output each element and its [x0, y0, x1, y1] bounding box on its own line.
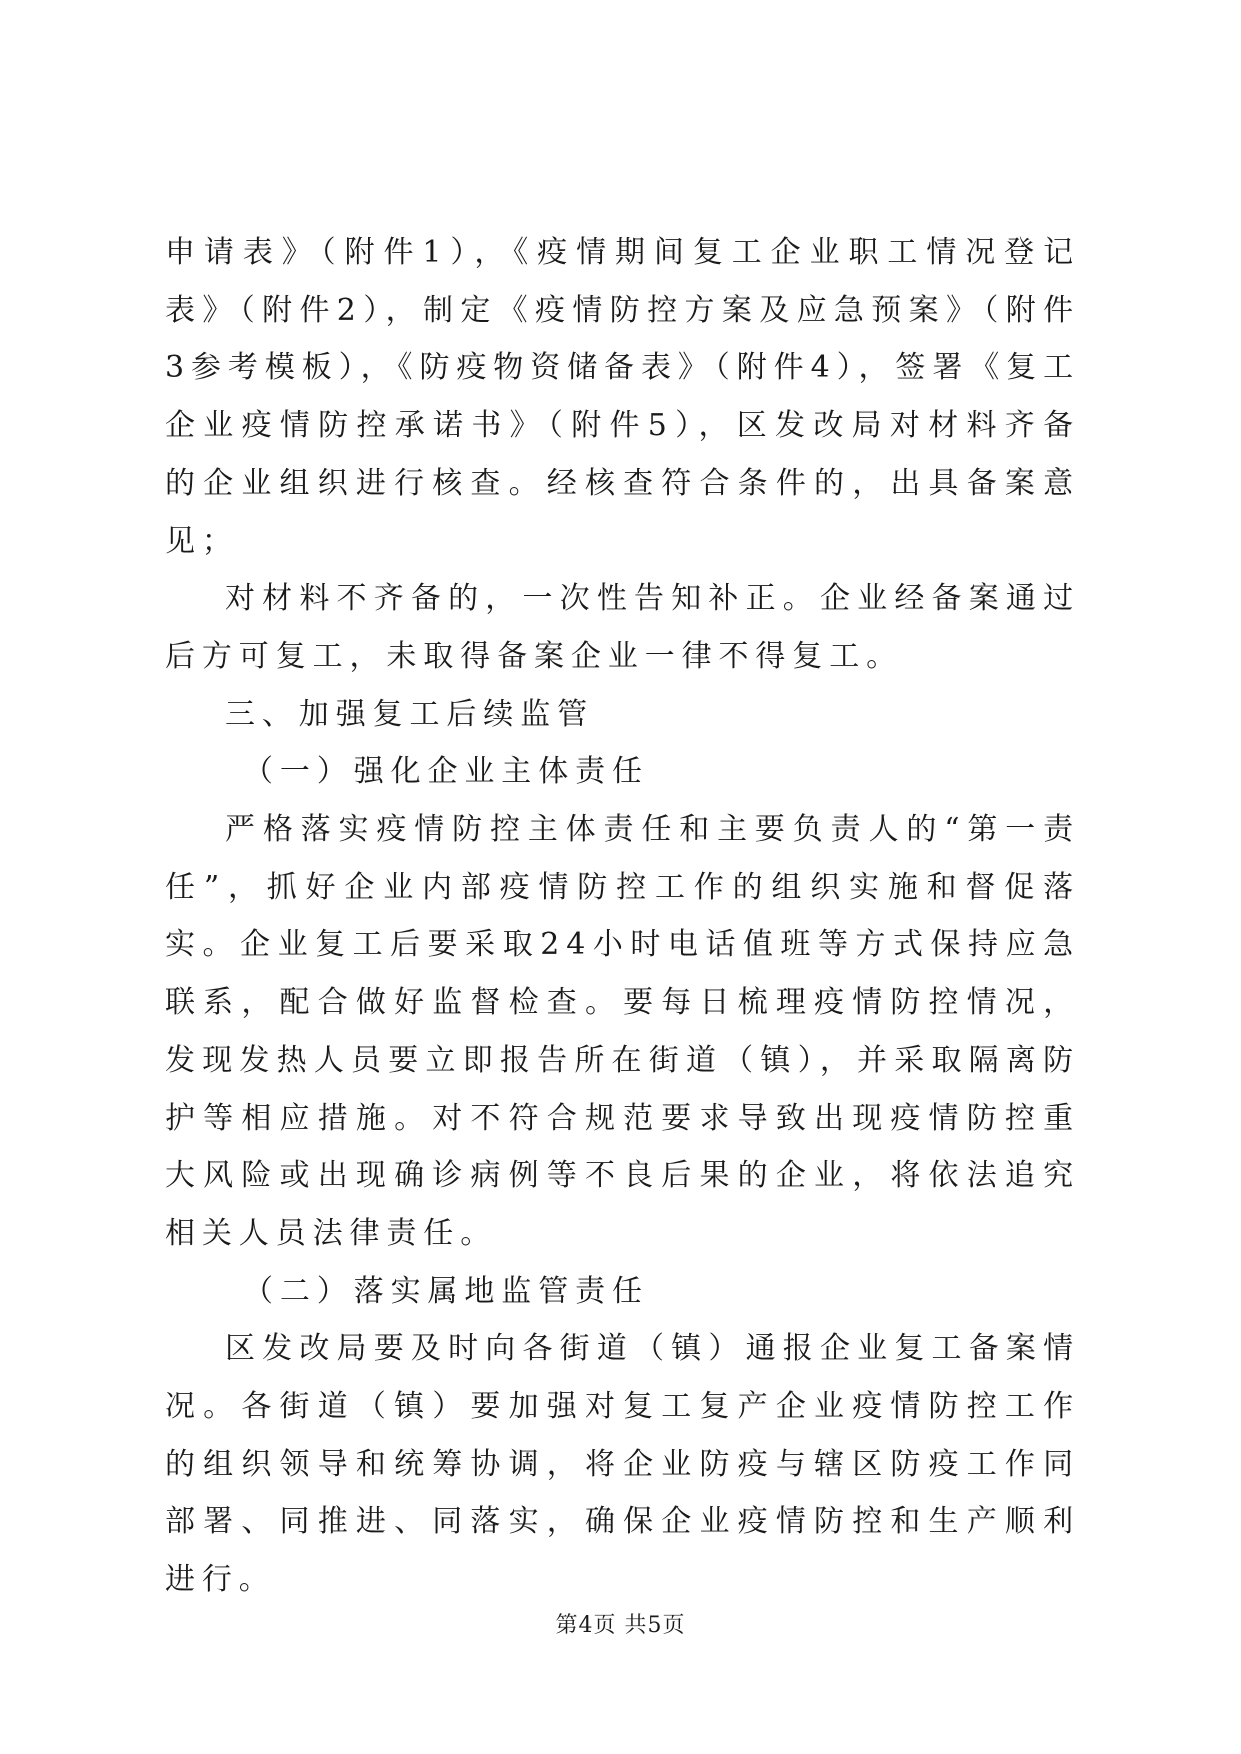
document-body — [165, 224, 1080, 1609]
paragraph-enterprise-responsibility: 严格落实疫情防控主体责任和主要负责人的“第一责任”，抓好企业内部疫情防控工作的组织实施和督促落实。企业复工后要采取24小时电话值班等方式保持应急联系，配合做好监督检查。要每日梳理疫情防控情况，发现发热人员要立即报告所在街道（镇），并采取隔离防护等相应措施。对不符合规范要求导致出现疫情防控重大风险或出现确诊病例等不良后果的企业，将依法追究相关人员法律责任。 — [165, 812, 1080, 1251]
subsection-heading-1: （一）强化企业主体责任 — [243, 754, 649, 790]
paragraph-continued: 申请表》（附件1），《疫情期间复工企业职工情况登记表》（附件2），制定《疫情防控方案及应急预案》（附件3参考模板），《防疫物资储备表》（附件4），签署《复工企业疫情防控承诺书》（附件5），区发改局对材料齐备的企业组织进行核查。经核查符合条件的，出具备案意见； — [165, 235, 1080, 559]
paragraph-territorial-supervision: 区发改局要及时向各街道（镇）通报企业复工备案情况。各街道（镇）要加强对复工复产企业疫情防控工作的组织领导和统筹协调，将企业防疫与辖区防疫工作同部署、同推进、同落实，确保企业疫情防控和生产顺利进行。 — [165, 1331, 1080, 1598]
page-footer: 第4页 共5页 — [555, 1613, 686, 1638]
subsection-heading-2: （二）落实属地监管责任 — [243, 1273, 649, 1309]
paragraph-incomplete-materials: 对材料不齐备的，一次性告知补正。企业经备案通过后方可复工，未取得备案企业一律不得复工。 — [165, 581, 1080, 674]
section-heading-3: 三、加强复工后续监管 — [225, 696, 594, 732]
